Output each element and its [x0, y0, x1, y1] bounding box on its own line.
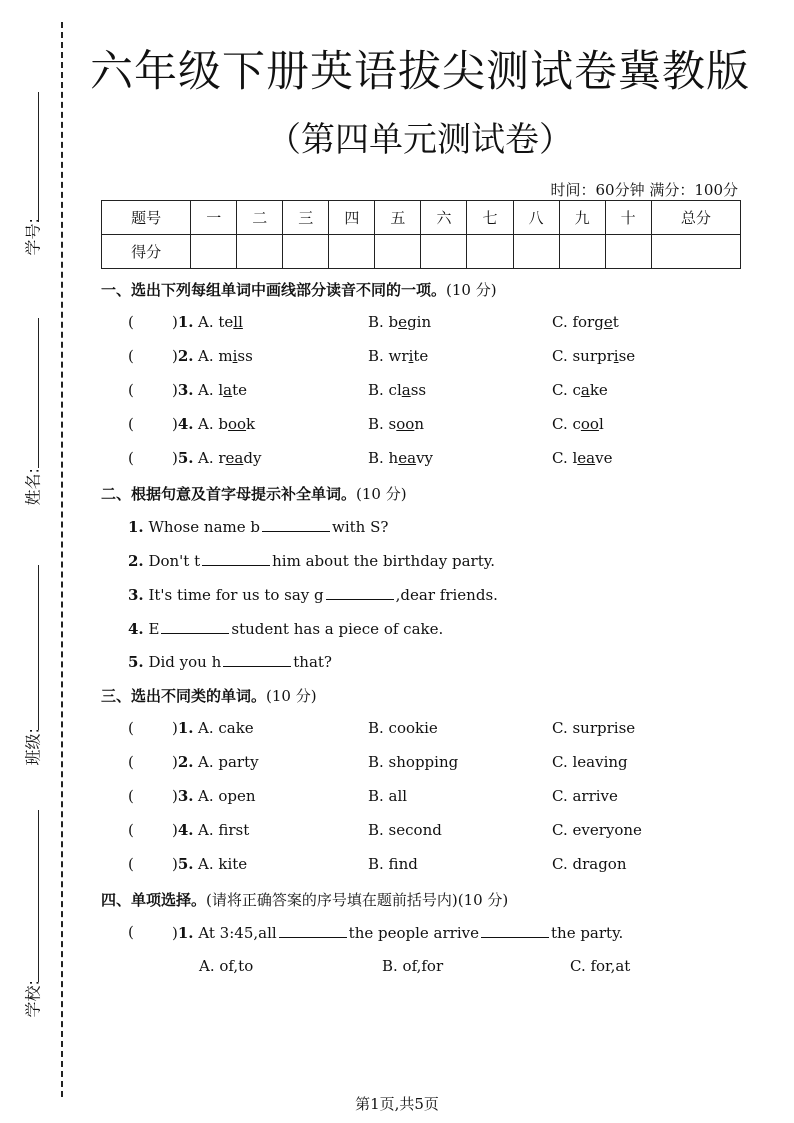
answer-blank[interactable]: [223, 652, 291, 667]
question-number-wrap: )1. At 3:45,all the people arrive the party.: [172, 924, 624, 942]
question-number: 4.: [177, 821, 194, 839]
question-number: 5.: [177, 449, 194, 467]
answer-blank[interactable]: [202, 551, 270, 566]
table-cell: 八: [513, 201, 559, 235]
section-2-heading: [101, 483, 407, 504]
option-a: A. party: [198, 753, 259, 771]
option-b: B. begin: [368, 313, 432, 331]
underlined-part: a: [580, 381, 590, 399]
question-number: 1.: [128, 518, 144, 536]
option-b: B. heavy: [368, 449, 434, 467]
option-c: C. cool: [552, 415, 604, 433]
score-table-header-row: [102, 201, 741, 235]
table-cell: 六: [421, 201, 467, 235]
score-input-cell[interactable]: [329, 235, 375, 269]
list-item: [0, 381, 794, 401]
option-a: A. open: [198, 787, 256, 805]
list-item: [128, 585, 498, 605]
table-cell: 题号: [102, 201, 191, 235]
table-cell: 十: [605, 201, 651, 235]
binding-margin: [0, 0, 80, 1123]
option-b: B. all: [368, 787, 408, 805]
option-a: A. tell: [198, 313, 243, 331]
option-c: C. leaving: [552, 753, 628, 771]
question-text: E: [148, 620, 160, 638]
answer-blank[interactable]: [481, 923, 549, 938]
list-item: [0, 313, 794, 333]
list-item: [0, 347, 794, 367]
option-b: B. second: [368, 821, 442, 839]
question-number: 5.: [177, 855, 194, 873]
question-number: 4.: [177, 415, 194, 433]
option-c: C. cake: [552, 381, 608, 399]
name-label: 姓名:: [23, 468, 43, 506]
option-a: A. first: [198, 821, 250, 839]
section-3-heading: [101, 685, 317, 706]
list-item: [128, 517, 388, 537]
answer-blank[interactable]: [326, 585, 394, 600]
question-number-wrap: )1.: [172, 719, 194, 737]
question-number: 3.: [128, 586, 144, 604]
answer-paren-open[interactable]: (: [128, 415, 134, 433]
section-4-heading: [101, 889, 508, 910]
score-input-cell[interactable]: [421, 235, 467, 269]
underlined-part: a: [223, 381, 233, 399]
question-number: 3.: [177, 787, 194, 805]
option-a: A. late: [198, 381, 248, 399]
question-number-wrap: )3.: [172, 787, 194, 805]
option-c: C. dragon: [552, 855, 627, 873]
answer-paren-open[interactable]: (: [128, 855, 134, 873]
section-1-points: (10 分): [446, 281, 497, 299]
table-cell: 一: [191, 201, 237, 235]
answer-paren-open[interactable]: (: [128, 719, 134, 737]
question-number: 1.: [177, 924, 194, 942]
score-input-cell[interactable]: [651, 235, 740, 269]
score-table-score-row: [102, 235, 741, 269]
section-3-points: (10 分): [266, 687, 317, 705]
table-cell: 三: [283, 201, 329, 235]
answer-blank[interactable]: [279, 923, 347, 938]
underlined-part: e: [603, 313, 613, 331]
option-c: C. arrive: [552, 787, 618, 805]
list-item: [0, 753, 794, 773]
question-number-wrap: )4.: [172, 821, 194, 839]
option-a: A. book: [198, 415, 256, 433]
option-b: B. of,for: [382, 957, 444, 975]
question-number-wrap: )1.: [172, 313, 194, 331]
exam-meta: 时间：60分钟 满分：100分: [550, 181, 738, 199]
question-text: the people arrive: [348, 924, 479, 942]
underlined-part: e: [398, 313, 408, 331]
section-1-heading: [101, 279, 497, 300]
score-input-cell[interactable]: [513, 235, 559, 269]
question-number: 2.: [177, 753, 194, 771]
score-input-cell[interactable]: [237, 235, 283, 269]
option-a: A. ready: [198, 449, 262, 467]
answer-paren-open[interactable]: (: [128, 313, 134, 331]
section-4-note: (请将正确答案的序号填在题前括号内)(10 分): [206, 891, 509, 909]
underlined-part: i: [232, 347, 238, 365]
answer-paren-open[interactable]: (: [128, 821, 134, 839]
table-cell: 二: [237, 201, 283, 235]
answer-blank[interactable]: [161, 619, 229, 634]
class-line: [38, 565, 39, 730]
list-item: [128, 652, 332, 672]
list-item: [128, 619, 443, 639]
question-number: 5.: [128, 653, 144, 671]
underlined-part: ll: [233, 313, 243, 331]
list-item: [0, 449, 794, 469]
question-number: 1.: [177, 313, 194, 331]
option-b: B. find: [368, 855, 418, 873]
question-text: Whose name b: [148, 518, 260, 536]
list-item: [0, 821, 794, 841]
list-item: [0, 719, 794, 739]
list-item: [128, 551, 495, 571]
underlined-part: a: [401, 381, 411, 399]
question-number: 4.: [128, 620, 144, 638]
question-number-wrap: )3.: [172, 381, 194, 399]
score-input-cell[interactable]: [191, 235, 237, 269]
option-c: C. surprise: [552, 719, 636, 737]
question-number: 2.: [177, 347, 194, 365]
question-number: 1.: [177, 719, 194, 737]
table-cell: 得分: [102, 235, 191, 269]
student-id-label: 学号:: [23, 218, 43, 256]
option-b: B. class: [368, 381, 427, 399]
score-input-cell[interactable]: [605, 235, 651, 269]
score-input-cell[interactable]: [283, 235, 329, 269]
section-3-title: 三、选出不同类的单词。: [101, 687, 267, 705]
section-2-title: 二、根据句意及首字母提示补全单词。: [101, 485, 357, 503]
question-number-wrap: )2.: [172, 753, 194, 771]
question-text: Don't t: [148, 552, 201, 570]
question-number-wrap: )5.: [172, 855, 194, 873]
page-footer: 第1页,共5页: [355, 1095, 439, 1113]
list-item: [0, 855, 794, 875]
score-table: [101, 200, 741, 269]
option-b: B. write: [368, 347, 429, 365]
underlined-part: i: [613, 347, 619, 365]
option-c: C. forget: [552, 313, 619, 331]
answer-paren-open[interactable]: (: [128, 753, 134, 771]
list-item: [0, 923, 794, 943]
underlined-part: oo: [227, 415, 247, 433]
option-a: A. of,to: [199, 957, 254, 975]
question-text: student has a piece of cake.: [231, 620, 444, 638]
underlined-part: ea: [398, 449, 417, 467]
option-b: B. shopping: [368, 753, 459, 771]
table-cell: 总分: [651, 201, 740, 235]
option-a: A. miss: [198, 347, 253, 365]
table-cell: 五: [375, 201, 421, 235]
option-c: C. surprise: [552, 347, 636, 365]
option-c: C. leave: [552, 449, 613, 467]
question-number-wrap: )2.: [172, 347, 194, 365]
table-cell: 七: [467, 201, 513, 235]
question-text: the party.: [551, 924, 624, 942]
table-cell: 四: [329, 201, 375, 235]
list-item: [0, 787, 794, 807]
option-b: B. soon: [368, 415, 424, 433]
question-text: It's time for us to say g: [148, 586, 324, 604]
answer-paren-open[interactable]: (: [128, 449, 134, 467]
option-c: C. for,at: [570, 957, 631, 975]
question-text: him about the birthday party.: [272, 552, 495, 570]
section-2-points: (10 分): [356, 485, 407, 503]
underlined-part: oo: [580, 415, 599, 433]
answer-paren-open[interactable]: (: [128, 347, 134, 365]
page-title: 六年级下册英语拔尖测试卷冀教版: [90, 47, 750, 97]
question-text: At 3:45,all: [198, 924, 277, 942]
score-input-cell[interactable]: [467, 235, 513, 269]
underlined-part: ea: [225, 449, 244, 467]
question-number: 3.: [177, 381, 194, 399]
underlined-part: i: [408, 347, 414, 365]
option-c: C. everyone: [552, 821, 642, 839]
school-label: 学校:: [23, 980, 43, 1018]
list-item: [0, 415, 794, 435]
question-text: ,dear friends.: [395, 586, 498, 604]
student-id-line: [38, 92, 39, 222]
section-1-title: 一、选出下列每组单词中画线部分读音不同的一项。: [101, 281, 447, 299]
option-a: A. cake: [198, 719, 254, 737]
page-subtitle: （第四单元测试卷）: [267, 120, 573, 160]
answer-paren-open[interactable]: (: [128, 923, 134, 941]
question-text: with S?: [331, 518, 389, 536]
question-number: 2.: [128, 552, 144, 570]
question-number-wrap: )4.: [172, 415, 194, 433]
score-input-cell[interactable]: [375, 235, 421, 269]
list-item: [0, 957, 794, 977]
question-text: that?: [293, 653, 332, 671]
table-cell: 九: [559, 201, 605, 235]
section-4-title: 四、单项选择。: [101, 891, 207, 909]
answer-paren-open[interactable]: (: [128, 381, 134, 399]
option-b: B. cookie: [368, 719, 438, 737]
question-text: Did you h: [148, 653, 222, 671]
score-input-cell[interactable]: [559, 235, 605, 269]
class-label: 班级:: [23, 728, 43, 766]
answer-blank[interactable]: [262, 517, 330, 532]
answer-paren-open[interactable]: (: [128, 787, 134, 805]
underlined-part: oo: [396, 415, 415, 433]
question-number-wrap: )5.: [172, 449, 194, 467]
option-a: A. kite: [198, 855, 248, 873]
underlined-part: ea: [577, 449, 596, 467]
